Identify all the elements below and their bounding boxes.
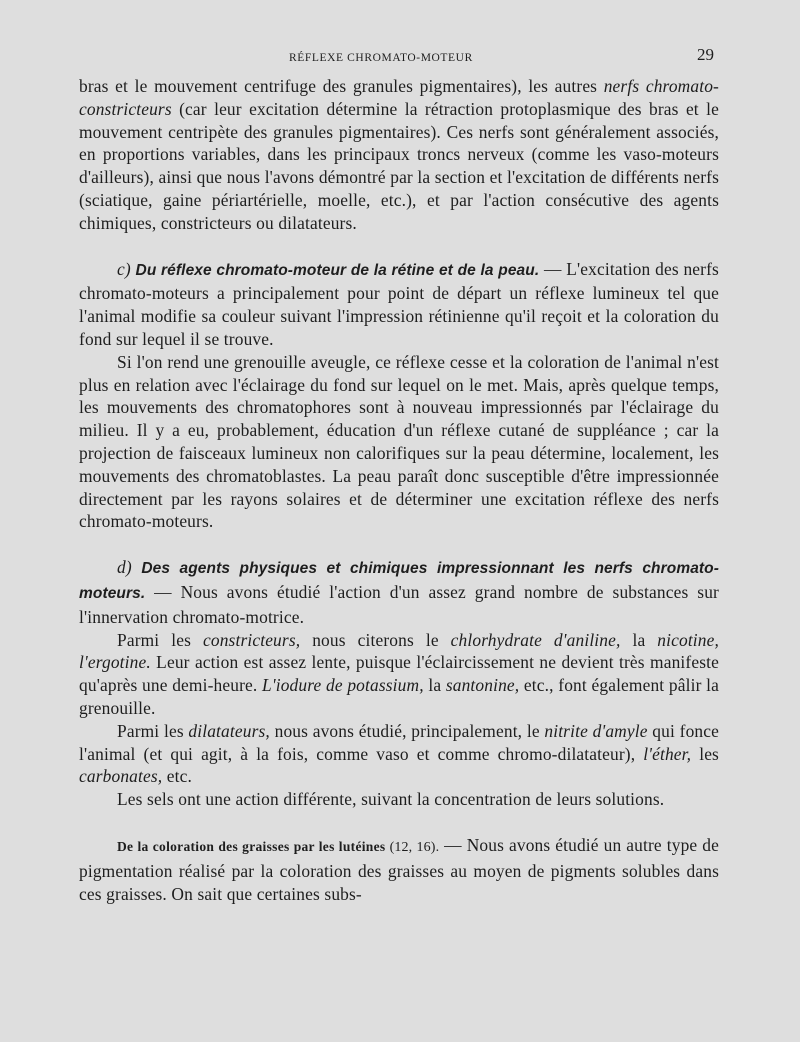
text-run: qui fonce l'animal (et qui agit, à la fois, comme vaso et comme chromo-dilatateur), [79, 720, 719, 764]
paragraph-continuation [79, 75, 719, 235]
text-run: la [423, 675, 446, 696]
italic-term: nitrite d'amyle [544, 720, 648, 741]
text-run: la [620, 629, 658, 650]
section-c-intro [79, 258, 719, 351]
paragraph-spacer [79, 533, 719, 556]
text-run: etc., font également pâlir la grenouille. [79, 675, 719, 718]
paragraph: Les sels ont une action différente, suivant la concentration de leurs solutions. [117, 789, 665, 810]
paragraph-spacer [79, 811, 719, 834]
page-number: 29 [697, 45, 714, 64]
body-text [79, 75, 719, 905]
section-heading: Du réflexe chromato-moteur de la rétine et de la peau. [135, 261, 540, 279]
paragraph [79, 720, 719, 788]
italic-term: dilatateurs, [188, 720, 270, 741]
italic-term: nerfs chromato-constricteurs [79, 76, 719, 119]
italic-term: L'iodure de potassium, [262, 675, 424, 696]
text-run: Parmi les [117, 720, 189, 741]
section-luteines-intro [79, 834, 719, 905]
italic-term: chlorhydrate d'aniline, [450, 629, 621, 650]
section-letter: c) [117, 258, 131, 279]
italic-term: santonine, [445, 675, 520, 696]
heading-dash: — [539, 258, 567, 279]
text-run: etc. [162, 766, 192, 787]
section-d-intro [79, 556, 719, 628]
italic-term: constricteurs, [202, 629, 301, 650]
text-run: — Nous avons étudié l'action d'un assez grand nombre de substances sur l'innervation chromato-motrice. [79, 581, 719, 627]
running-title: RÉFLEXE CHROMATO-MOTEUR [289, 52, 473, 64]
section-heading: Des agents physiques et chimiques impressionnant les nerfs chromato-moteurs. [79, 560, 720, 602]
text-run: nous avons étudié, principalement, le [269, 720, 545, 741]
text-run: les [691, 743, 719, 764]
italic-term: carbonates, [79, 766, 163, 787]
section-heading: De la coloration des graisses par les lutéines [117, 838, 386, 854]
paragraph-spacer [79, 235, 719, 258]
text-run: L'excitation des nerfs chromato-moteurs a principalement pour point de départ un réflexe lumineux tel que l'animal modifie sa couleur suivant l'impression rétinienne qu'il reçoit et la coloration du fond sur lequel il se trouve. [79, 258, 719, 349]
running-header [0, 44, 800, 64]
paragraph [79, 629, 719, 720]
reference-numbers: (12, 16). [385, 839, 440, 855]
text-run: bras et le mouvement centrifuge des granules pigmentaires), les autres [79, 76, 604, 96]
paragraph: Si l'on rend une grenouille aveugle, ce réflexe cesse et la coloration de l'animal n'est plus en relation avec l'éclairage du fond sur lequel on le met. Mais, après quelque temps, les mouvements des chromatophores sont à nouveau impressionnés par l'éclairage du milieu. Il y a eu, probablement, éducation d'un réflexe cutané de suppléance ; car la projection de faisceaux lumineux non calorifiques sur la peau détermine, localement, les mouvements des chromatoblastes. La peau paraît donc susceptible d'être impressionnée directement par les rayons solaires et de déterminer une excitation réflexe des nerfs chromato-moteurs. [79, 351, 719, 532]
text-run: — Nous avons étudié un autre type de pigmentation réalisé par la coloration des graisses au moyen de pigments solubles dans ces graisses. On sait que certaines subs- [79, 834, 719, 904]
text-run: nous citerons le [300, 629, 451, 650]
text-run: Leur action est assez lente, puisque l'éclaircissement ne devient très manifeste qu'après une demi-heure. [79, 652, 719, 696]
italic-term: l'éther, [643, 743, 692, 764]
text-run: (car leur excitation détermine la rétraction protoplasmique des bras et le mouvement centripète des granules pigmentaires). Ces nerfs sont généralement associés, en proportions variables, dans les principaux troncs nerveux (comme les vaso-moteurs d'ailleurs), ainsi que nous l'avons démontré par la section et l'excitation de différents nerfs (sciatique, gaine périartérielle, moelle, etc.), et par l'action consécutive des agents chimiques, constricteurs ou dilatateurs. [79, 98, 719, 233]
italic-term: nicotine, l'ergotine. [79, 629, 719, 673]
section-letter: d) [117, 557, 132, 578]
text-run: Parmi les [117, 629, 203, 650]
